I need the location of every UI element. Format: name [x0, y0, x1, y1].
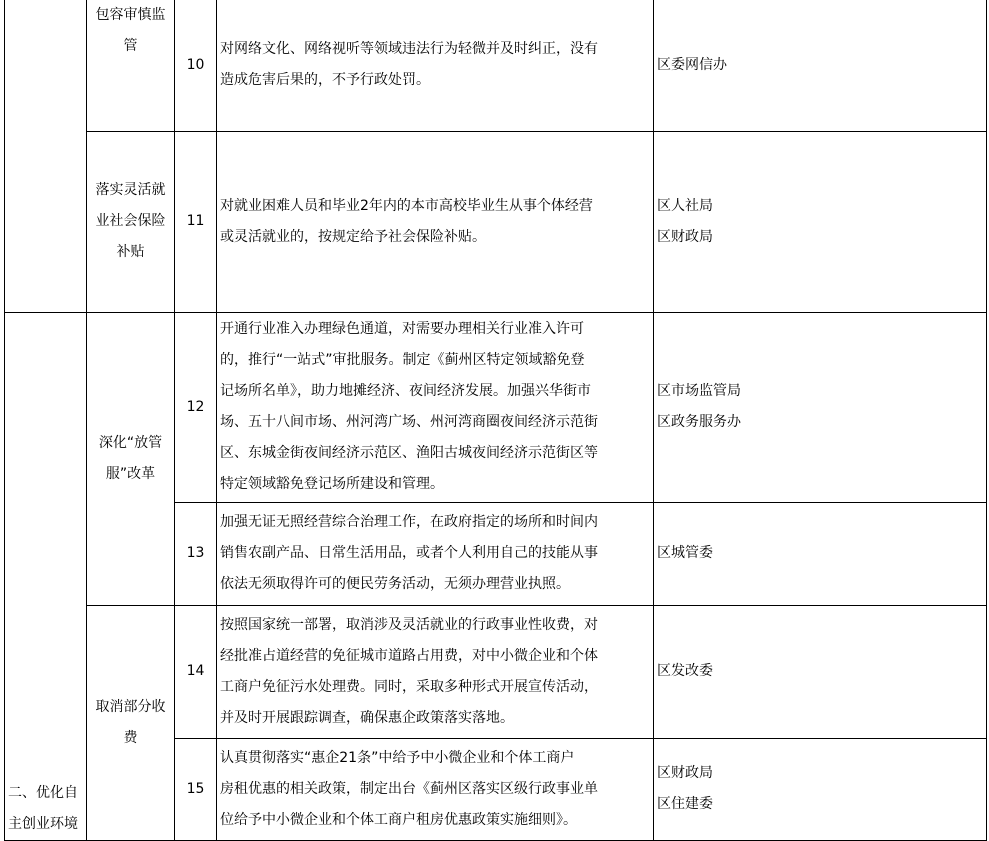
measure-description — [217, 312, 654, 502]
desc-line: 对就业困难人员和毕业2年内的本市高校毕业生从事个体经营 — [220, 197, 593, 214]
responsible-department — [654, 605, 987, 738]
subcategory-cell — [87, 312, 175, 605]
desc-line: 房租优惠的相关政策，制定出台《蓟州区落实区级行政事业单 — [220, 780, 598, 797]
desc-line: 或灵活就业的，按规定给予社会保险补贴。 — [220, 228, 486, 245]
subcategory-label: 包容审慎监管 — [95, 7, 166, 54]
table-row — [5, 312, 987, 502]
dept-line: 区住建委 — [657, 796, 713, 812]
dept-line: 区政务服务办 — [657, 414, 741, 430]
item-number: 14 — [175, 605, 217, 738]
dept-line: 区城管委 — [657, 545, 713, 561]
category-label: 二、优化自主创业环境 — [8, 784, 78, 832]
desc-line: 区、东城金街夜间经济示范区、渔阳古城夜间经济示范街区等 — [220, 445, 598, 461]
desc-line: 开通行业准入办理绿色通道，对需要办理相关行业准入许可 — [220, 321, 584, 337]
responsible-department — [654, 738, 987, 840]
desc-line: 记场所名单》，助力地摊经济、夜间经济发展。加强兴华街市 — [220, 383, 591, 399]
desc-line: 认真贯彻落实“惠企21条”中给予中小微企业和个体工商户 — [220, 749, 575, 766]
desc-line: 依法无须取得许可的便民劳务活动，无须办理营业执照。 — [220, 576, 570, 592]
subcategory-label: 落实灵活就业社会保险补贴 — [95, 182, 166, 260]
dept-line: 区市场监管局 — [657, 383, 741, 399]
subcategory-label: 深化“放管服”改革 — [98, 434, 163, 482]
desc-line: 经批准占道经营的免征城市道路占用费，对中小微企业和个体 — [220, 647, 598, 664]
subcategory-cell — [87, 0, 175, 131]
desc-line: 造成危害后果的，不予行政处罚。 — [220, 72, 430, 89]
desc-line: 特定领域豁免登记场所建设和管理。 — [220, 476, 444, 492]
category-cell-previous — [5, 0, 87, 312]
subcategory-cell — [87, 605, 175, 840]
item-number: 10 — [175, 0, 217, 131]
desc-line: 的，推行“一站式”审批服务。制定《蓟州区特定领域豁免登 — [220, 352, 585, 368]
dept-line: 区委网信办 — [657, 56, 727, 73]
item-number: 12 — [175, 312, 217, 502]
responsible-department — [654, 131, 987, 312]
desc-line: 按照国家统一部署，取消涉及灵活就业的行政事业性收费，对 — [220, 616, 598, 633]
desc-line: 对网络文化、网络视听等领域违法行为轻微并及时纠正，没有 — [220, 41, 598, 58]
dept-line: 区财政局 — [657, 765, 713, 781]
responsible-department — [654, 312, 987, 502]
desc-line: 工商户免征污水处理费。同时，采取多种形式开展宣传活动， — [220, 678, 598, 695]
table-row — [5, 0, 987, 131]
subcategory-label: 取消部分收费 — [95, 698, 166, 746]
measure-description — [217, 502, 654, 605]
responsible-department — [654, 0, 987, 131]
measure-description — [217, 131, 654, 312]
item-number: 11 — [175, 131, 217, 312]
policy-table — [4, 0, 987, 841]
measure-description — [217, 605, 654, 738]
measure-description — [217, 738, 654, 840]
dept-line: 区财政局 — [657, 228, 713, 245]
item-number: 13 — [175, 502, 217, 605]
dept-line: 区人社局 — [657, 197, 713, 214]
table-row — [5, 131, 987, 312]
desc-line: 位给予中小微企业和个体工商户租房优惠政策实施细则》。 — [220, 811, 577, 828]
responsible-department — [654, 502, 987, 605]
desc-line: 场、五十八间市场、州河湾广场、州河湾商圈夜间经济示范街 — [220, 414, 598, 430]
item-number: 15 — [175, 738, 217, 840]
category-cell — [5, 312, 87, 840]
subcategory-cell — [87, 131, 175, 312]
table-row — [5, 605, 987, 738]
desc-line: 并及时开展跟踪调查，确保惠企政策落实落地。 — [220, 709, 514, 726]
measure-description — [217, 0, 654, 131]
desc-line: 销售农副产品、日常生活用品，或者个人利用自己的技能从事 — [220, 545, 598, 561]
dept-line: 区发改委 — [657, 663, 713, 679]
desc-line: 加强无证无照经营综合治理工作，在政府指定的场所和时间内 — [220, 514, 598, 530]
